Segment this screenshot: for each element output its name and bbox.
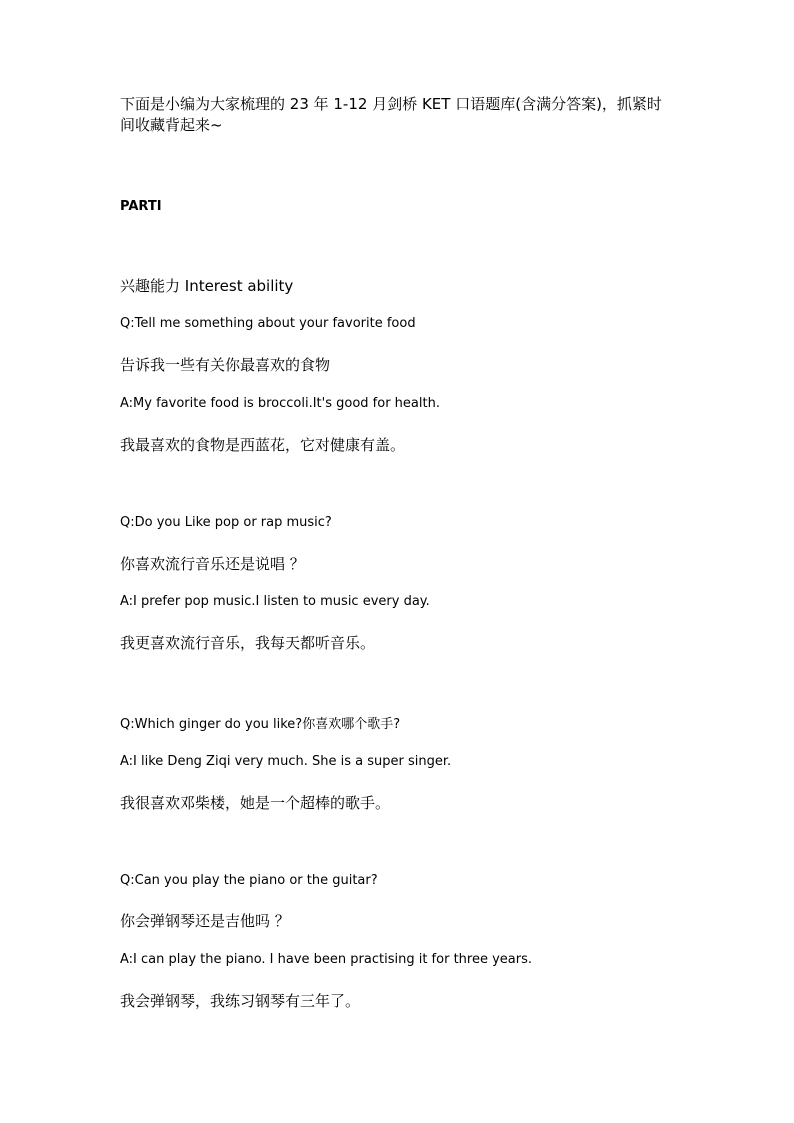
answer-zh: 我最喜欢的食物是西蓝花，它对健康有盖。 [120,436,406,454]
intro-line-2: 间收藏背起来~ [120,116,223,134]
part-heading: PARTI [120,199,162,214]
answer-zh: 我很喜欢邓柴楼，她是一个超棒的歌手。 [120,794,391,812]
answer-zh: 我更喜欢流行音乐，我每天都听音乐。 [120,634,376,652]
question-zh: 你会弹钢琴还是吉他吗 ？ [120,912,290,930]
answer-zh: 我会弹钢琴，我练习钢琴有三年了。 [120,992,361,1010]
answer-en: A:I like Deng Ziqi very much. She is a super singer. [120,754,452,769]
question-en: Q:Tell me something about your favorite food [120,316,416,331]
question-en: Q:Which ginger do you like?你喜欢哪个歌手? [120,717,401,732]
answer-en: A:My favorite food is broccoli.It's good for health. [120,396,440,411]
question-en: Q:Can you play the piano or the guitar? [120,873,378,888]
question-zh: 你喜欢流行音乐还是说唱 ？ [120,555,305,573]
question-en: Q:Do you Like pop or rap music? [120,515,332,530]
intro-line-1: 下面是小编为大家梳理的 23 年 1-12 月剑桥 KET 口语题库(含满分答案)，抓紧时 [120,95,662,113]
answer-en: A:I prefer pop music.I listen to music every day. [120,594,430,609]
question-zh: 告诉我一些有关你最喜欢的食物 [120,356,331,374]
answer-en: A:I can play the piano. I have been practising it for three years. [120,952,533,967]
section-title: 兴趣能力 Interest ability [120,277,294,295]
intro-paragraph [120,94,680,136]
